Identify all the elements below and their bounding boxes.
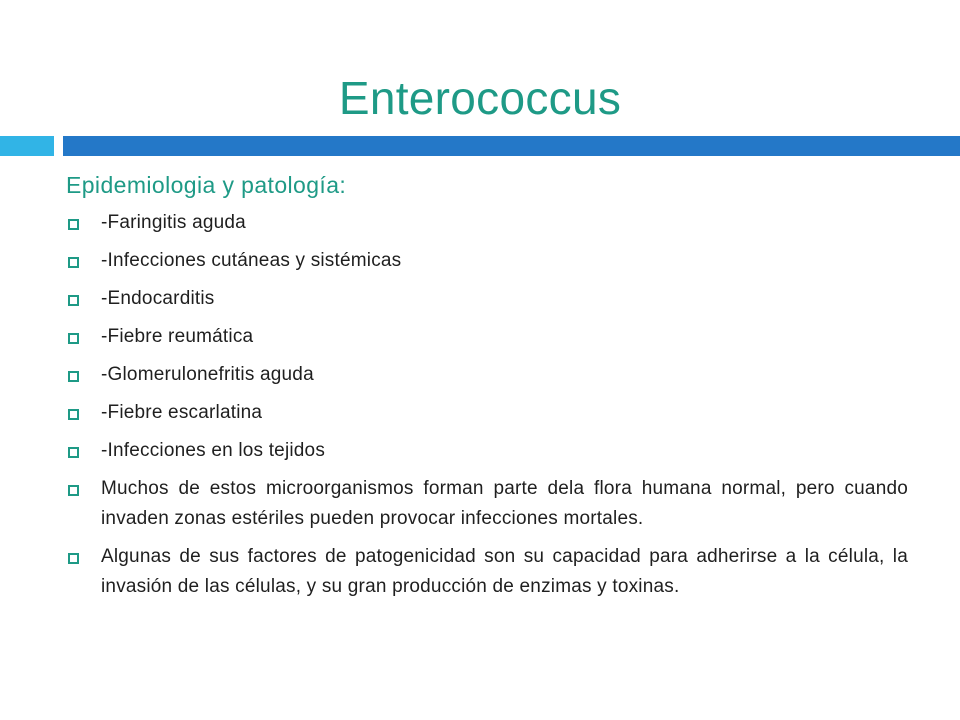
bullet-item — [66, 284, 908, 314]
hollow-square-icon — [68, 219, 79, 230]
bullet-item — [66, 246, 908, 276]
bullet-item — [66, 322, 908, 352]
accent-bar-left — [0, 136, 54, 156]
bullet-item — [66, 398, 908, 428]
hollow-square-icon — [68, 333, 79, 344]
hollow-square-icon — [68, 485, 79, 496]
bullet-text: -Glomerulonefritis aguda — [101, 364, 314, 385]
slide-title: Enterococcus — [338, 72, 622, 124]
bullet-text: -Fiebre escarlatina — [101, 402, 263, 423]
bullet-text: -Fiebre reumática — [101, 326, 254, 347]
bullet-text: -Endocarditis — [101, 288, 215, 309]
bullet-text: -Infecciones en los tejidos — [101, 440, 326, 461]
accent-bar-right — [63, 136, 960, 156]
bullet-item — [66, 542, 908, 602]
bullet-list — [66, 208, 908, 610]
hollow-square-icon — [68, 553, 79, 564]
bullet-item — [66, 360, 908, 390]
hollow-square-icon — [68, 447, 79, 458]
hollow-square-icon — [68, 371, 79, 382]
bullet-text: -Infecciones cutáneas y sistémicas — [101, 250, 402, 271]
hollow-square-icon — [68, 257, 79, 268]
bullet-item — [66, 208, 908, 238]
hollow-square-icon — [68, 295, 79, 306]
bullet-item — [66, 436, 908, 466]
bullet-text: Algunas de sus factores de patogenicidad son su capacidad para adherirse a la célula, la invasión de las células, y su gran producción de enzimas y toxinas. — [101, 546, 908, 597]
hollow-square-icon — [68, 409, 79, 420]
bullet-text: Muchos de estos microorganismos forman parte dela flora humana normal, pero cuando invaden zonas estériles pueden provocar infecciones mortales. — [101, 478, 908, 529]
bullet-item — [66, 474, 908, 534]
bullet-text: -Faringitis aguda — [101, 212, 246, 233]
section-subtitle: Epidemiologia y patología: — [66, 172, 347, 198]
